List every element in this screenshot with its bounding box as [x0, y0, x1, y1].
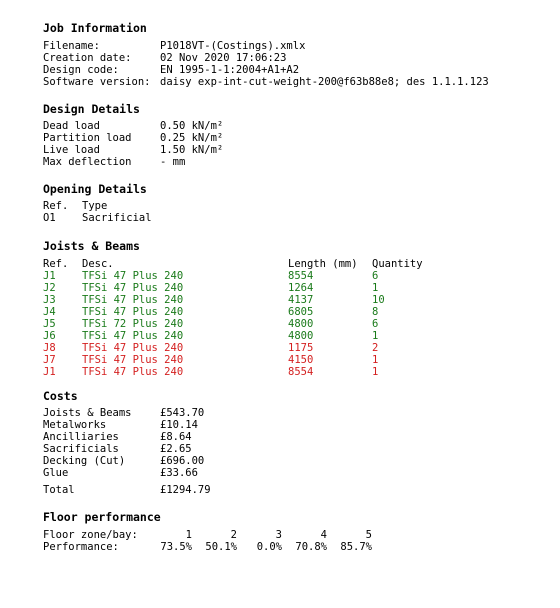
floor-zone-label: Floor zone/bay: — [43, 529, 138, 541]
joist-length: 1175 — [288, 342, 314, 354]
joist-qty: 8 — [372, 306, 379, 318]
joist-desc: TFSi 72 Plus 240 — [82, 318, 184, 330]
joist-desc: TFSi 47 Plus 240 — [82, 354, 184, 366]
floor-zone-value: 2 — [230, 529, 237, 541]
job-label: Design code: — [43, 64, 119, 76]
joist-desc: TFSi 47 Plus 240 — [82, 282, 184, 294]
cost-value: £8.64 — [160, 431, 192, 443]
joist-length: 8554 — [288, 366, 314, 378]
opening-type: Sacrificial — [82, 212, 152, 224]
design-label: Partition load — [43, 132, 132, 144]
cost-label: Decking (Cut) — [43, 455, 126, 467]
job-value: daisy exp-int-cut-weight-200@f63b88e8; des 1.1.1.123 — [160, 76, 489, 88]
joist-desc: TFSi 47 Plus 240 — [82, 270, 184, 282]
joist-qty: 10 — [372, 294, 385, 306]
joist-ref: J2 — [43, 282, 56, 294]
joist-length: 6805 — [288, 306, 314, 318]
cost-value: £543.70 — [160, 407, 205, 419]
cost-total-label: Total — [43, 484, 75, 496]
joist-length: 1264 — [288, 282, 314, 294]
floor-zone-value: 1 — [185, 529, 192, 541]
cost-total-value: £1294.79 — [160, 484, 211, 496]
design-value: - mm — [160, 156, 186, 168]
design-value: 0.25 kN/m² — [160, 132, 224, 144]
joist-qty: 1 — [372, 354, 379, 366]
joist-length: 8554 — [288, 270, 314, 282]
opening-ref: O1 — [43, 212, 56, 224]
joists-header-length: Length (mm) — [288, 258, 358, 270]
joist-desc: TFSi 47 Plus 240 — [82, 366, 184, 378]
joist-length: 4800 — [288, 330, 314, 342]
joist-qty: 1 — [372, 330, 379, 342]
job-label: Filename: — [43, 40, 100, 52]
opening-details-heading: Opening Details — [43, 182, 147, 196]
design-label: Max deflection — [43, 156, 132, 168]
joist-desc: TFSi 47 Plus 240 — [82, 306, 184, 318]
cost-label: Joists & Beams — [43, 407, 132, 419]
cost-label: Glue — [43, 467, 69, 479]
floor-zone-value: 3 — [275, 529, 282, 541]
design-value: 1.50 kN/m² — [160, 144, 224, 156]
floor-perf-label: Performance: — [43, 541, 119, 553]
cost-value: £696.00 — [160, 455, 205, 467]
cost-label: Metalworks — [43, 419, 107, 431]
job-value: 02 Nov 2020 17:06:23 — [160, 52, 287, 64]
joist-ref: J8 — [43, 342, 56, 354]
joist-qty: 1 — [372, 282, 379, 294]
joists-beams-heading: Joists & Beams — [43, 239, 140, 253]
floor-zone-value: 4 — [320, 529, 327, 541]
joist-length: 4150 — [288, 354, 314, 366]
joist-desc: TFSi 47 Plus 240 — [82, 294, 184, 306]
joist-ref: J7 — [43, 354, 56, 366]
floor-perf-value: 85.7% — [340, 541, 372, 553]
joists-header-quantity: Quantity — [372, 258, 423, 270]
cost-value: £10.14 — [160, 419, 198, 431]
floor-perf-value: 73.5% — [160, 541, 192, 553]
opening-header-ref: Ref. — [43, 200, 69, 212]
joist-length: 4137 — [288, 294, 314, 306]
cost-label: Ancilliaries — [43, 431, 119, 443]
job-label: Creation date: — [43, 52, 132, 64]
floor-perf-value: 70.8% — [295, 541, 327, 553]
opening-header-type: Type — [82, 200, 108, 212]
job-value: EN 1995-1-1:2004+A1+A2 — [160, 64, 300, 76]
joist-qty: 2 — [372, 342, 379, 354]
floor-perf-value: 50.1% — [205, 541, 237, 553]
joists-header-ref: Ref. — [43, 258, 69, 270]
joist-ref: J5 — [43, 318, 56, 330]
joists-header-desc: Desc. — [82, 258, 114, 270]
joist-ref: J4 — [43, 306, 56, 318]
floor-zone-value: 5 — [365, 529, 372, 541]
job-value: P1018VT-(Costings).xmlx — [160, 40, 306, 52]
cost-label: Sacrificials — [43, 443, 119, 455]
design-label: Dead load — [43, 120, 100, 132]
costs-heading: Costs — [43, 389, 78, 403]
design-details-heading: Design Details — [43, 102, 140, 116]
joist-qty: 1 — [372, 366, 379, 378]
joist-ref: J3 — [43, 294, 56, 306]
joist-length: 4800 — [288, 318, 314, 330]
joist-desc: TFSi 47 Plus 240 — [82, 342, 184, 354]
design-value: 0.50 kN/m² — [160, 120, 224, 132]
cost-value: £2.65 — [160, 443, 192, 455]
job-label: Software version: — [43, 76, 151, 88]
joist-ref: J6 — [43, 330, 56, 342]
joist-ref: J1 — [43, 270, 56, 282]
floor-perf-value: 0.0% — [256, 541, 282, 553]
design-label: Live load — [43, 144, 100, 156]
cost-value: £33.66 — [160, 467, 198, 479]
joist-qty: 6 — [372, 318, 379, 330]
joist-ref: J1 — [43, 366, 56, 378]
job-info-heading: Job Information — [43, 21, 147, 35]
joist-qty: 6 — [372, 270, 379, 282]
floor-performance-heading: Floor performance — [43, 510, 161, 524]
joist-desc: TFSi 47 Plus 240 — [82, 330, 184, 342]
